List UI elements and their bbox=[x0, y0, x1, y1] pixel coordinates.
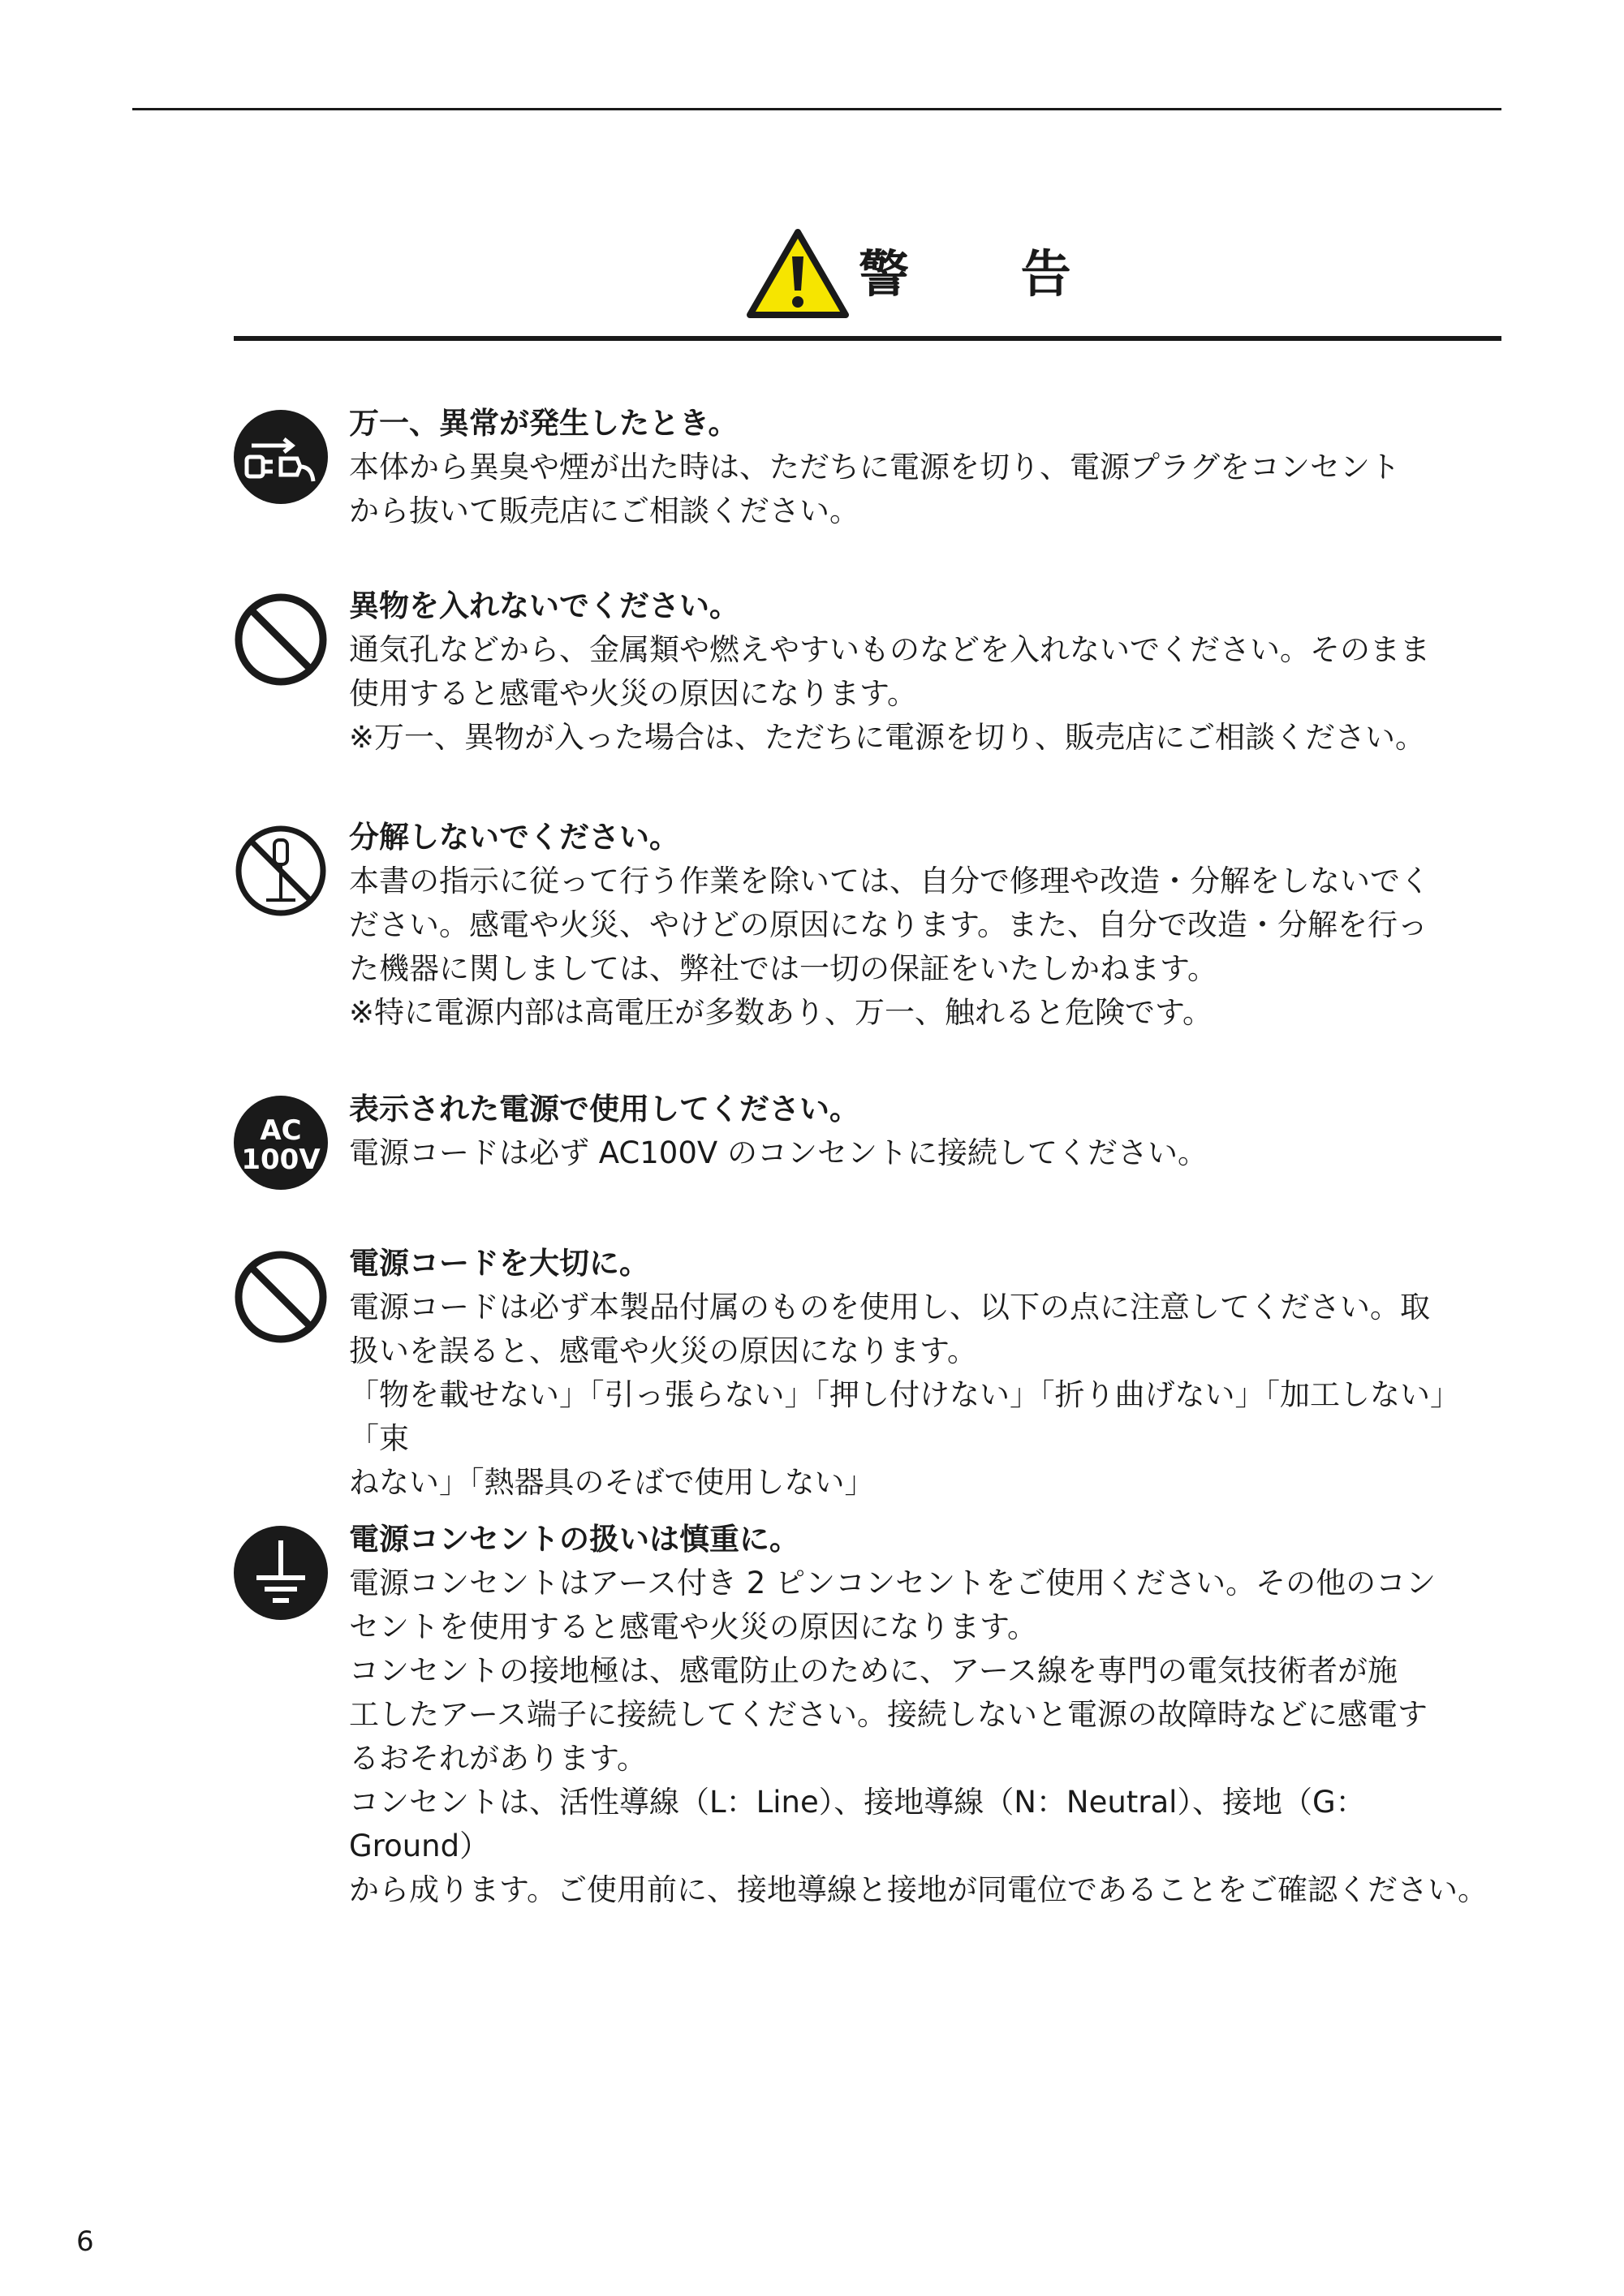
section-title: 電源コンセントの扱いは慎重に。 bbox=[349, 1522, 799, 1557]
section-title: 異物を入れないでください。 bbox=[349, 588, 739, 623]
warning-triangle-icon bbox=[745, 227, 851, 320]
unplug-icon bbox=[234, 410, 328, 504]
section-body: 電源コードは必ず AC100V のコンセントに接続してください。 bbox=[349, 1135, 1208, 1170]
section-text bbox=[349, 402, 1501, 533]
header-rule bbox=[234, 336, 1501, 341]
section-body: 電源コードは必ず本製品付属のものを使用し、以下の点に注意してください。取 扱いを誤ると、感電や火災の原因になります。 「物を載せない」「引っ張らない」「押し付けない」「折り曲げない」「加工しない」「束 ねない」「熱器具のそばで使用しない」 bbox=[349, 1290, 1460, 1500]
section-text bbox=[349, 1518, 1501, 1912]
section-text bbox=[349, 584, 1501, 760]
voltage-label: 100V bbox=[241, 1144, 321, 1176]
warning-title: 警 告 bbox=[859, 244, 1118, 304]
section-text bbox=[349, 1088, 1501, 1175]
prohibition-icon bbox=[234, 1250, 328, 1344]
section-text bbox=[349, 816, 1501, 1035]
section-body: 本体から異臭や煙が出た時は、ただちに電源を切り、電源プラグをコンセント から抜いて販売店にご相談ください。 bbox=[349, 450, 1400, 528]
section-title: 万一、異常が発生したとき。 bbox=[349, 406, 739, 441]
ac-label: AC bbox=[260, 1114, 302, 1147]
ac100v-icon bbox=[234, 1096, 328, 1190]
no-disassembly-icon bbox=[234, 824, 328, 918]
section-body: 通気孔などから、金属類や燃えやすいものなどを入れないでください。そのまま 使用すると感電や火災の原因になります。 ※万一、異物が入った場合は、ただちに電源を切り、販売店にご相談ください。 bbox=[349, 632, 1430, 755]
section-body: 電源コンセントはアース付き 2 ピンコンセントをご使用ください。その他のコン セントを使用すると感電や火災の原因になります。 コンセントの接地極は、感電防止のために、アース線を専門の電気技術者が施 工したアース端子に接続してください。接続しないと電源の故障時などに感電す るおそれがあります。 コンセントは、活性導線（L：Line）、接地導線（N：Neutral）、接地（G：Ground） から成ります。ご使用前に、接地導線と接地が同電位であることをご確認ください。 bbox=[349, 1566, 1488, 1907]
section-text bbox=[349, 1242, 1501, 1505]
ground-icon bbox=[234, 1526, 328, 1620]
warning-header bbox=[0, 227, 1624, 325]
section-title: 電源コードを大切に。 bbox=[349, 1246, 649, 1281]
section-title: 表示された電源で使用してください。 bbox=[349, 1092, 859, 1126]
page-number: 6 bbox=[76, 2225, 94, 2258]
prohibition-icon bbox=[234, 592, 328, 687]
section-title: 分解しないでください。 bbox=[349, 820, 679, 855]
top-rule bbox=[132, 108, 1501, 110]
section-body: 本書の指示に従って行う作業を除いては、自分で修理や改造・分解をしないでく ださい。感電や火災、やけどの原因になります。また、自分で改造・分解を行っ た機器に関しましては、弊社では一切の保証をいたしかねます。 ※特に電源内部は高電圧が多数あり、万一、触れると危険です。 bbox=[349, 864, 1430, 1030]
